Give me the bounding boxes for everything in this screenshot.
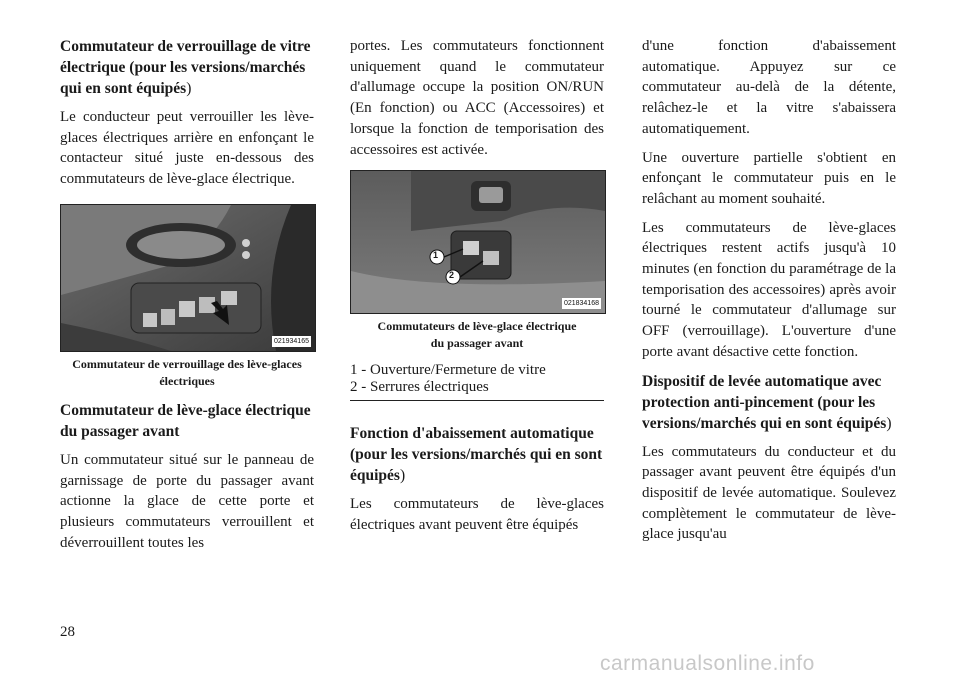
caption-window-lock: Commutateur de verrouillage des lève-glaces électriques — [72, 356, 302, 388]
paragraph-passenger-switch: Un commutateur situé sur le panneau de garnissage de porte du passager avant actionne la glace de cette porte et plusieurs commutateurs verrouillent et déverrouillent toutes les — [60, 451, 314, 551]
figure-code: 021834168 — [563, 300, 599, 308]
door-panel-photo-1 — [61, 205, 315, 351]
page-number: 28 — [60, 624, 75, 640]
divider — [350, 400, 604, 401]
paragraph-partial-opening: Une ouverture partielle s'obtient en enfonçant le commutateur puis en le relâchant au moment souhaité. — [642, 149, 896, 207]
figure-window-lock-switch — [60, 204, 316, 352]
paragraph-auto-up: Les commutateurs du conducteur et du passager avant peuvent être équipés d'un dispositif de levée automatique. Soulevez complètement le commutateur de lève-glace jusqu'au — [642, 443, 896, 543]
legend-item-1: 1 - Ouverture/Fermeture de vitre — [350, 362, 546, 379]
figure-code: 021934165 — [273, 337, 309, 345]
paragraph-window-lock: Le conducteur peut verrouiller les lève-glaces électriques arrière en enfonçant le contacteur situé juste en-dessous des commutateurs de lève-glace électrique. — [60, 109, 314, 188]
heading-auto-up: Dispositif de levée automatique avec protection anti-pincement (pour les versions/marchés qui en sont équipés) — [642, 372, 892, 432]
door-panel-photo-2 — [351, 171, 605, 313]
heading-auto-down: Fonction d'abaissement automatique (pour les versions/marchés qui en sont équipés) — [350, 425, 603, 485]
callout-1: 1 — [433, 250, 439, 261]
column-right — [642, 36, 896, 553]
paragraph-auto-down: Les commutateurs de lève-glaces électriques avant peuvent être équipés — [350, 496, 604, 533]
caption-passenger-switches: Commutateurs de lève-glace électrique du passager avant — [377, 319, 577, 351]
paragraph-switch-timeout: Les commutateurs de lève-glaces électriques restent actifs jusqu'à 10 minutes (en fonction du paramétrage de la temporisation des accessoires) après avoir tourné le commutateur d'allumage sur OFF (verrouillage). L'ouverture d'une porte avant désactive cette fonction. — [642, 219, 896, 360]
column-left — [60, 36, 314, 561]
figure-passenger-switches — [350, 170, 606, 314]
callout-2: 2 — [449, 270, 455, 281]
heading-window-lock-switch: Commutateur de verrouillage de vitre électrique (pour les versions/marchés qui en sont équipés) — [60, 38, 311, 97]
heading-passenger-switch: Commutateur de lève-glace électrique du passager avant — [60, 401, 311, 440]
paragraph-auto-down-continued: d'une fonction d'abaissement automatique. Appuyez sur ce commutateur au-delà de la détente, relâchez-le et la vitre s'abaissera automatiquement. — [642, 38, 896, 137]
paragraph-switches-operation: portes. Les commutateurs fonctionnent uniquement quand le commutateur d'allumage occupe la position ON/RUN (En fonction) ou ACC (Accessoires) et lorsque la fonction de temporisation des accessoires est activée. — [350, 38, 604, 158]
watermark: carmanualsonline.info — [600, 652, 815, 675]
legend-item-2: 2 - Serrures électriques — [350, 379, 489, 396]
column-middle — [350, 36, 604, 544]
